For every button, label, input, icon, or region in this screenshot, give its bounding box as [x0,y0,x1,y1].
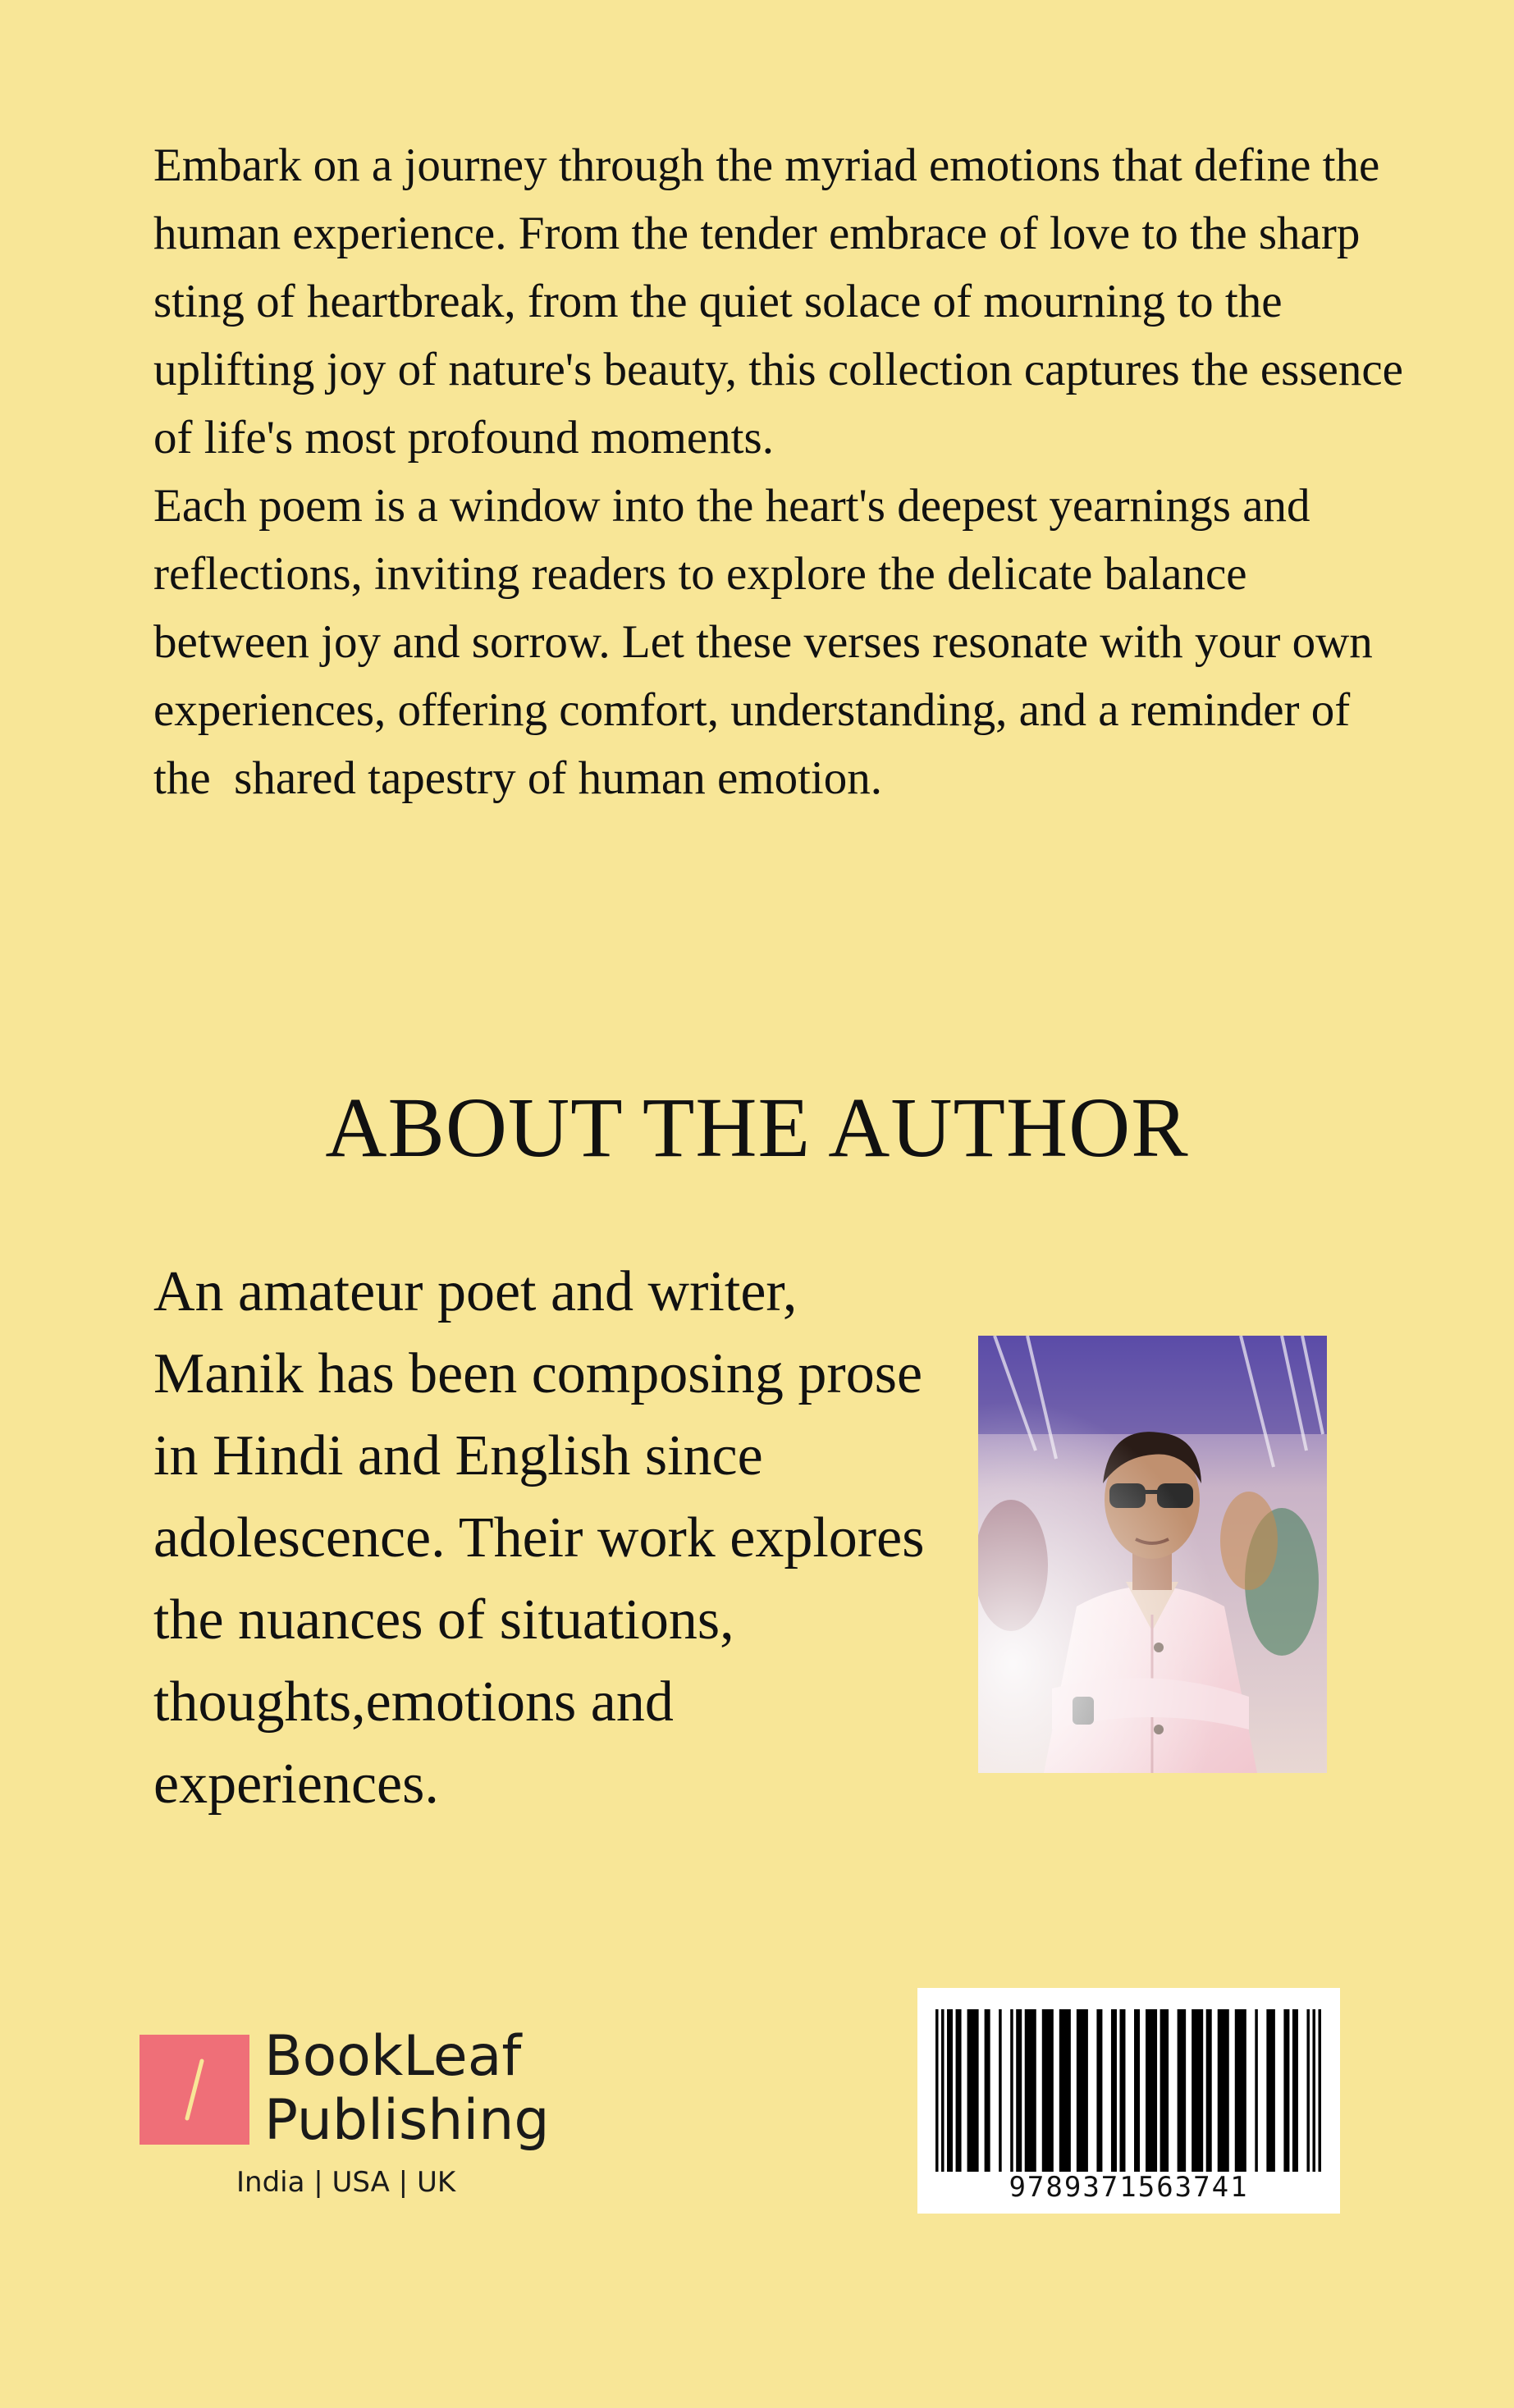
barcode-bar [1016,2009,1022,2172]
publisher-name-line-2: Publishing [264,2088,550,2153]
barcode-bar [956,2009,962,2172]
barcode-bar [1119,2009,1125,2172]
barcode-bar [1255,2009,1258,2172]
publisher-name-line-1: BookLeaf [264,2024,522,2089]
barcode-bar [967,2009,979,2172]
isbn-barcode [917,1988,1340,2214]
barcode-bar [1318,2009,1321,2172]
barcode-bar [1218,2009,1229,2172]
barcode-bar [1059,2009,1071,2172]
about-author-heading: ABOUT THE AUTHOR [325,1081,1189,1175]
barcode-bar [1206,2009,1212,2172]
barcode-bar [1134,2009,1140,2172]
author-bio: An amateur poet and writer, Manik has been composing prose in Hindi and English since adolescence. Their work explores the nuances of situations, thoughts,emotions and experiences. [153,1260,925,1816]
publisher-name [264,2025,550,2153]
barcode-bar [1025,2009,1036,2172]
barcode-bar [1010,2009,1013,2172]
barcode-bar [1042,2009,1054,2172]
publisher-regions: India | USA | UK [236,2166,456,2199]
barcode-bar [1283,2009,1289,2172]
publisher-logo [140,2024,566,2215]
barcode-bar [935,2009,939,2172]
barcode-bar [1178,2009,1187,2172]
isbn-number: 9789371563741 [1009,2171,1249,2204]
barcode-bar [1266,2009,1275,2172]
barcode-bar [985,2009,990,2172]
barcode-bar [1312,2009,1315,2172]
barcode-bar [1111,2009,1117,2172]
author-photo [978,1336,1327,1773]
barcode-bar [947,2009,953,2172]
barcode-bar [1160,2009,1169,2172]
barcode-bar [1096,2009,1102,2172]
slash-icon [182,2058,207,2122]
logo-square [140,2035,249,2145]
blurb-paragraph-2: Each poem is a window into the heart's deepest yearnings and reflections, inviting readers to explore the delicate balance between joy and sorrow. Let these verses resonate with your own experiences, offering comfort, understanding, and a reminder of the shared tapestry of human emotion. [153,480,1385,804]
barcode-bar [1077,2009,1088,2172]
author-portrait-image [978,1336,1327,1773]
barcode-bar [999,2009,1002,2172]
book-blurb [153,131,1416,812]
barcode-bar [1235,2009,1246,2172]
blurb-paragraph-1: Embark on a journey through the myriad emotions that define the human experience. From the tender embrace of love to the sharp sting of heartbreak, from the quiet solace of mourning to the uplifting joy of nature's beauty, this collection captures the essence of life's most profound moments. [153,139,1416,464]
barcode-bar [1292,2009,1298,2172]
barcode-bars [935,2009,1321,2172]
barcode-bar [1306,2009,1310,2172]
barcode-bar [1146,2009,1157,2172]
barcode-bar [941,2009,945,2172]
barcode-bar [1192,2009,1203,2172]
